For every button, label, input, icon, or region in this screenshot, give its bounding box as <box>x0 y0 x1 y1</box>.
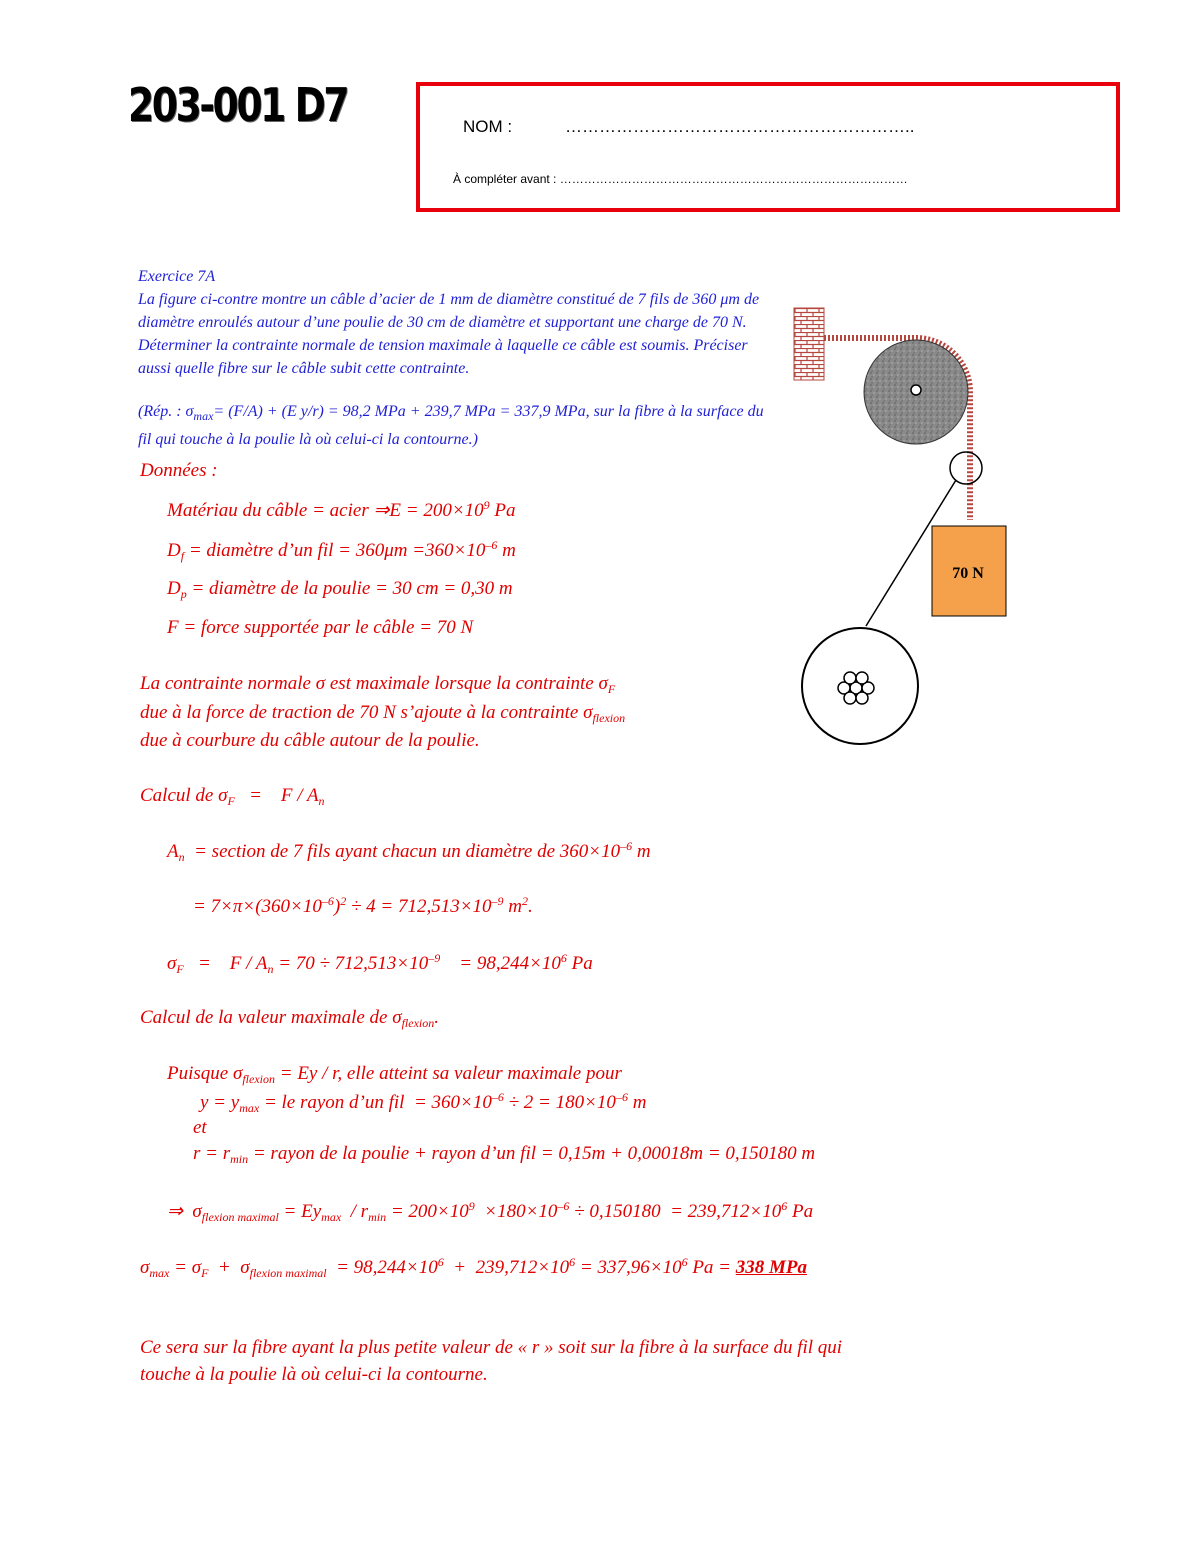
calc-flex-heading: Calcul de la valeur maximale de $\sigma_{flexion}$. <box>140 1007 439 1030</box>
zoom-marker <box>950 452 982 484</box>
sigmaF-result: $\sigma_F$ = $F / A_n = 70 \div 712,513\times 10^{-9}$ = $98,244\times 10^6$ Pa <box>167 951 593 976</box>
calc-sigmaF-heading: Calcul de $\sigma_F$ = F / $A_n$ <box>140 785 325 808</box>
weight-label: 70 N <box>952 565 984 582</box>
puisque-line: Puisque $\sigma_{flexion} = Ey / r$, elle atteint sa valeur maximale pour <box>167 1063 622 1086</box>
contrainte-para-line1: La contrainte normale σ est maximale lorsque la contrainte $\sigma_F$ <box>140 673 616 696</box>
et-line: et <box>193 1117 207 1138</box>
contrainte-para-line2: due à la force de traction de 70 N s’ajoute à la contrainte $\sigma_{flexion}$ <box>140 702 626 725</box>
exercise-title: Exercice 7A <box>138 268 216 285</box>
deadline-label: À compléter avant : <box>453 172 557 186</box>
flex-max-line: ⇒ $\sigma_{flexion maximal} = Ey_{max} / r_{min} = 200\times 10^9 \times 180\times 10^{-6} \div 0,150180 = 239,712\times 10^6$ Pa <box>167 1199 814 1224</box>
material-line: Matériau du câble = acier ⇒E = $200\times 10^9$ Pa <box>167 498 516 521</box>
an-line2: = $7\times\pi\times(360\times 10^{-6})^2 \div 4 = 712,513\times 10^{-9}$ $m^2$. <box>193 894 533 917</box>
contrainte-para-line3: due à courbure du câble autour de la poulie. <box>140 730 480 751</box>
wall <box>794 308 824 380</box>
exercise-statement: La figure ci-contre montre un câble d’acier de 1 mm de diamètre constitué de 7 fils de 360 μm de diamètre enroulés autour d’une poulie de 30 cm de diamètre et supportant une charge de 70 N. Déterminer la contrainte normale de tension maximale à laquelle ce câble est soumis. Préciser aussi quelle fibre sur le câble subit cette contrainte. <box>138 291 760 377</box>
final-answer: 338 MPa <box>735 1257 808 1278</box>
conclusion-line1: Ce sera sur la fibre ayant la plus petite valeur de « r » soit sur la fibre à la surface du fil qui <box>140 1337 843 1358</box>
name-row <box>463 117 914 137</box>
course-code-title: 203-001 D7 <box>128 78 348 132</box>
exercise-answer: (Rép. : $\sigma_{max}= (F/A) + (E$ y/r) = 98,2 MPa + 239,7 MPa = 337,9 MPa, sur la fibre à la surface du fil qui touche à la poulie là où celui-ci la contourne.) <box>138 403 764 449</box>
ymax-line: $y = y_{max}$ = le rayon d’un fil = $360\times 10^{-6} \div 2 = 180\times 10^{-6}$ m <box>200 1090 647 1115</box>
sigma-max-line: $\sigma_{max} = \sigma_F + \sigma_{flexion maximal} = 98,244\times 10^6 + 239,712\times 10^6 = 337,96\times 10^6$ Pa = 338 MPa <box>140 1255 808 1280</box>
name-frame <box>416 82 1120 212</box>
donnees-title: Données : <box>140 460 218 481</box>
name-label: NOM : <box>463 117 513 136</box>
pulley-axle <box>911 385 921 395</box>
conclusion-line2: touche à la poulie là où celui-ci la contourne. <box>140 1364 488 1385</box>
rmin-line: $r = r_{min}$ = rayon de la poulie + rayon d’un fil = 0,15m + 0,00018m = 0,150180 m <box>193 1143 816 1166</box>
wire-diameter-line: $D_f$ = diamètre d’un fil = $360\mu m =360\times 10^{-6}$ m <box>167 538 516 563</box>
deadline-row <box>453 172 908 186</box>
pulley-diameter-line: $D_p$ = diamètre de la poulie = 30 cm = 0,30 m <box>167 578 513 601</box>
deadline-line: …………………………………………………………………………… <box>559 172 908 186</box>
name-line: …………………………………………………….. <box>565 117 915 136</box>
wire-strands <box>838 672 874 704</box>
an-line1: $A_n$ = section de 7 fils ayant chacun un diamètre de $360\times 10^{-6}$ m <box>167 839 651 864</box>
pulley-diagram <box>780 300 1020 760</box>
force-line: F = force supportée par le câble = 70 N <box>167 617 474 638</box>
